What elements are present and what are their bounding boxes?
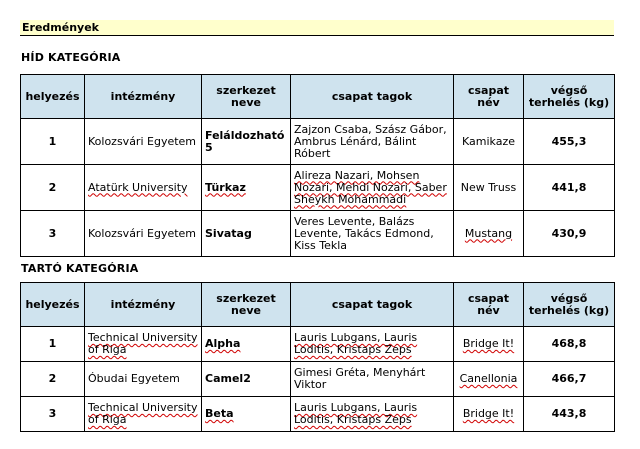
cell-institution: Kolozsvári Egyetem bbox=[85, 119, 202, 165]
cell-team-name: New Truss bbox=[454, 165, 524, 211]
cell-placement: 2 bbox=[21, 362, 85, 397]
cell-team-members: Alireza Nazari, Mohsen Nozari, Mehdi Nozari, Saber Sheykh Mohammadi bbox=[291, 165, 454, 211]
cell-team-name: Canellonia bbox=[454, 362, 524, 397]
cell-structure-name: Camel2 bbox=[202, 362, 291, 397]
table-header-row bbox=[21, 75, 615, 119]
cell-team-name: Bridge It! bbox=[454, 397, 524, 432]
col-header-institution: intézmény bbox=[85, 283, 202, 327]
cell-institution: Atatürk University bbox=[85, 165, 202, 211]
page-heading: Eredmények bbox=[20, 20, 614, 36]
cell-final-load: 430,9 bbox=[524, 211, 615, 257]
cell-team-name: Kamikaze bbox=[454, 119, 524, 165]
cell-final-load: 443,8 bbox=[524, 397, 615, 432]
cell-team-members: Zajzon Csaba, Szász Gábor, Ambrus Lénárd, Bálint Róbert bbox=[291, 119, 454, 165]
col-header-final-load: végső terhelés (kg) bbox=[524, 283, 615, 327]
cell-final-load: 455,3 bbox=[524, 119, 615, 165]
cell-institution: Technical University of Riga bbox=[85, 397, 202, 432]
col-header-team-members: csapat tagok bbox=[291, 75, 454, 119]
table-row bbox=[21, 327, 615, 362]
cell-team-name: Bridge It! bbox=[454, 327, 524, 362]
table-row bbox=[21, 362, 615, 397]
cell-placement: 2 bbox=[21, 165, 85, 211]
cell-institution: Technical University of Riga bbox=[85, 327, 202, 362]
cell-placement: 1 bbox=[21, 119, 85, 165]
cell-final-load: 466,7 bbox=[524, 362, 615, 397]
results-table-hid bbox=[20, 74, 615, 257]
cell-structure-name: Feláldozható 5 bbox=[202, 119, 291, 165]
cell-team-name: Mustang bbox=[454, 211, 524, 257]
section-title-hid: HÍD KATEGÓRIA bbox=[21, 51, 121, 64]
table-row bbox=[21, 165, 615, 211]
cell-institution: Óbudai Egyetem bbox=[85, 362, 202, 397]
table-row bbox=[21, 397, 615, 432]
col-header-institution: intézmény bbox=[85, 75, 202, 119]
col-header-team-name: csapat név bbox=[454, 283, 524, 327]
table-row bbox=[21, 211, 615, 257]
col-header-final-load: végső terhelés (kg) bbox=[524, 75, 615, 119]
col-header-placement: helyezés bbox=[21, 75, 85, 119]
cell-placement: 1 bbox=[21, 327, 85, 362]
cell-structure-name: Alpha bbox=[202, 327, 291, 362]
table-row bbox=[21, 119, 615, 165]
cell-placement: 3 bbox=[21, 211, 85, 257]
cell-structure-name: Beta bbox=[202, 397, 291, 432]
cell-institution: Kolozsvári Egyetem bbox=[85, 211, 202, 257]
col-header-placement: helyezés bbox=[21, 283, 85, 327]
cell-placement: 3 bbox=[21, 397, 85, 432]
col-header-team-members: csapat tagok bbox=[291, 283, 454, 327]
cell-team-members: Lauris Lubgans, Lauris Loditis, Kristaps Zeps bbox=[291, 397, 454, 432]
col-header-structure-name: szerkezet neve bbox=[202, 283, 291, 327]
table-header-row bbox=[21, 283, 615, 327]
cell-final-load: 468,8 bbox=[524, 327, 615, 362]
col-header-team-name: csapat név bbox=[454, 75, 524, 119]
cell-structure-name: Türkaz bbox=[202, 165, 291, 211]
cell-team-members: Gimesi Gréta, Menyhárt Viktor bbox=[291, 362, 454, 397]
col-header-structure-name: szerkezet neve bbox=[202, 75, 291, 119]
results-table-tarto bbox=[20, 282, 615, 432]
cell-final-load: 441,8 bbox=[524, 165, 615, 211]
cell-structure-name: Sivatag bbox=[202, 211, 291, 257]
section-title-tarto: TARTÓ KATEGÓRIA bbox=[21, 262, 139, 275]
cell-team-members: Lauris Lubgans, Lauris Loditis, Kristaps Zeps bbox=[291, 327, 454, 362]
cell-team-members: Veres Levente, Balázs Levente, Takács Edmond, Kiss Tekla bbox=[291, 211, 454, 257]
